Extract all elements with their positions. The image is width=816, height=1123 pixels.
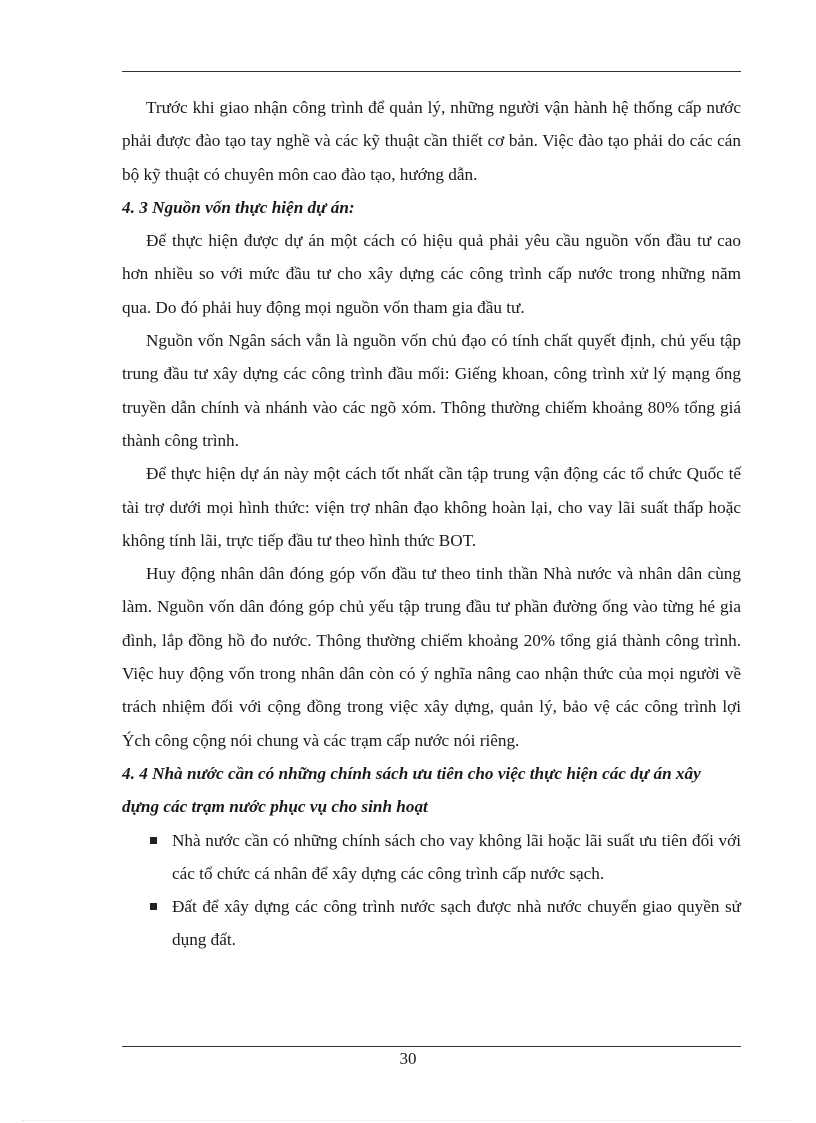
bullet-text: Nhà nước cần có những chính sách cho vay không lãi hoặc lãi suất ưu tiên đối với các tổ chức cá nhân để xây dựng các công trình cấp nước sạch.	[172, 830, 741, 883]
square-bullet-icon	[150, 837, 157, 844]
paragraph-investment-need: Để thực hiện được dự án một cách có hiệu quả phải yêu cầu nguồn vốn đầu tư cao hơn nhiều so với mức đầu tư cho xây dựng các công trình cấp nước trong những năm qua. Do đó phải huy động mọi nguồn vốn tham gia đầu tư.	[122, 231, 741, 317]
paragraph-state-budget: Nguồn vốn Ngân sách vẫn là nguồn vốn chủ đạo có tính chất quyết định, chủ yếu tập trung đầu tư xây dựng các công trình đầu mối: Giếng khoan, công trình xử lý mạng ống truyền dẫn chính và nhánh vào các ngõ xóm. Thông thường chiếm khoảng 80% tổng giá thành công trình.	[122, 331, 741, 450]
bullet-item-land	[122, 890, 741, 957]
page-number: 30	[399, 1049, 417, 1068]
paragraph-training: Trước khi giao nhận công trình để quản lý, những người vận hành hệ thống cấp nước phải được đào tạo tay nghề và các kỹ thuật cần thiết cơ bản. Việc đào tạo phải do các cán bộ kỹ thuật có chuyên môn cao đào tạo, hướng dẫn.	[122, 98, 741, 184]
heading-4-3: 4. 3 Nguồn vốn thực hiện dự án:	[122, 197, 355, 217]
heading-4-4: 4. 4 Nhà nước cần có những chính sách ưu tiên cho việc thực hiện các dự án xây dựng các trạm nước phục vụ cho sinh hoạt	[122, 763, 701, 817]
square-bullet-icon	[150, 903, 157, 910]
bottom-dotted-border	[22, 1120, 794, 1121]
header-rule	[122, 71, 741, 72]
paragraph-international-funding: Để thực hiện dự án này một cách tốt nhất cần tập trung vận động các tổ chức Quốc tế tài trợ dưới mọi hình thức: viện trợ nhân đạo không hoàn lại, cho vay lãi suất thấp hoặc không tính lãi, trực tiếp đầu tư theo hình thức BOT.	[122, 464, 741, 550]
bullet-text: Đất để xây dựng các công trình nước sạch được nhà nước chuyển giao quyền sử dụng đất.	[172, 897, 741, 950]
page-body	[122, 91, 741, 957]
bullet-item-loans	[122, 824, 741, 891]
paragraph-community-contribution: Huy động nhân dân đóng góp vốn đầu tư theo tinh thần Nhà nước và nhân dân cùng làm. Nguồn vốn dân đóng góp chủ yếu tập trung đầu tư phần đường ống vào từng hé gia đình, lắp đồng hồ đo nước. Thông thường chiếm khoảng 20% tổng giá thành công trình. Việc huy động vốn trong nhân dân còn có ý nghĩa nâng cao nhận thức của mọi người về trách nhiệm đối với cộng đồng trong việc xây dựng, quản lý, bảo vệ các công trình lợi Ých công cộng nói chung và các trạm cấp nước nói riêng.	[122, 564, 741, 750]
